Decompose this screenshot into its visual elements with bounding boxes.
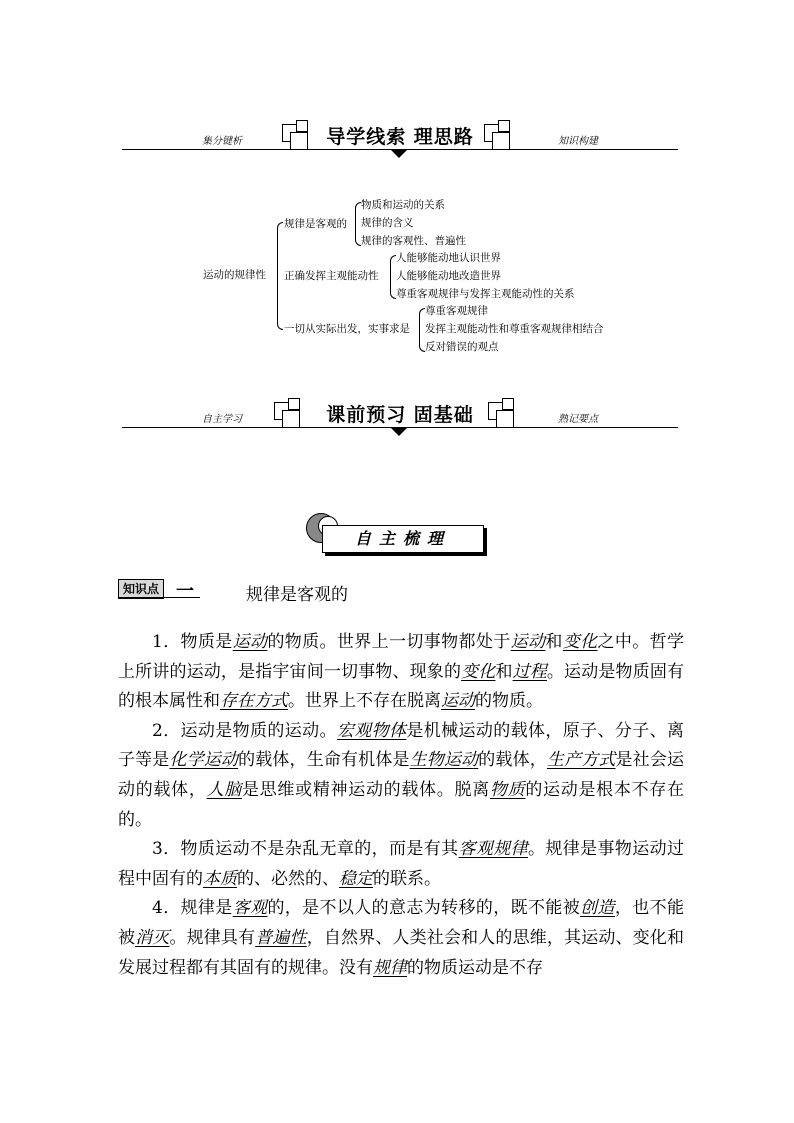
knowledge-point-number: 一 xyxy=(176,581,194,602)
square-deco-icon xyxy=(488,398,518,428)
section-title: 导学线索 理思路 xyxy=(326,126,474,148)
map-root: 运动的规律性 xyxy=(203,269,266,281)
map-item: 规律的客观性、普遍性 xyxy=(361,235,466,247)
map-branch: 一切从实际出发，实事求是 xyxy=(284,323,410,335)
section-label-left: 自主学习 xyxy=(202,414,242,425)
section-banner-guide xyxy=(122,120,678,160)
paragraph: 3．物质运动不是杂乱无章的，而是有其客观规律。规律是事物运动过程中固有的本质的、必然的、稳定的联系。 xyxy=(118,839,685,889)
section-banner-preview xyxy=(122,398,678,438)
body-text xyxy=(118,628,684,983)
map-item: 人能够能动地认识世界 xyxy=(396,252,501,264)
divider xyxy=(118,597,200,598)
down-triangle-icon xyxy=(390,427,408,436)
paragraph: 2．运动是物质的运动。宏观物体是机械运动的载体，原子、分子、离子等是化学运动的载体，生命有机体是生物运动的载体，生产方式是社会运动的载体，人脑是思维或精神运动的载体。脱离物质的运动是根本不存在的。 xyxy=(118,720,685,830)
paragraph: 1．物质是运动的物质。世界上一切事物都处于运动和变化之中。哲学上所讲的运动，是指宇宙间一切事物、现象的变化和过程。运动是物质固有的根本属性和存在方式。世界上不存在脱离运动的物质。 xyxy=(118,632,685,712)
map-item: 人能够能动地改造世界 xyxy=(396,270,501,282)
map-item: 尊重客观规律与发挥主观能动性的关系 xyxy=(396,288,575,300)
section-label-right: 熟记要点 xyxy=(558,414,598,425)
section-title: 课前预习 固基础 xyxy=(326,404,474,426)
self-study-badge: 自主梳理 xyxy=(322,525,484,553)
square-deco-icon xyxy=(484,120,514,150)
paragraph: 4．规律是客观的，是不以人的意志为转移的，既不能被创造，也不能被消灭。规律具有普遍性，自然界、人类社会和人的思维，其运动、变化和发展过程都有其固有的规律。没有规律的物质运动是不存 xyxy=(118,898,685,978)
map-branch: 正确发挥主观能动性 xyxy=(284,270,379,282)
map-branch: 规律是客观的 xyxy=(284,218,347,230)
map-item: 尊重客观规律 xyxy=(425,305,488,317)
map-item: 物质和运动的关系 xyxy=(361,199,445,211)
section-label-left: 集分键析 xyxy=(202,136,242,147)
map-item: 规律的含义 xyxy=(361,217,414,229)
down-triangle-icon xyxy=(390,149,408,158)
map-item: 发挥主观能动性和尊重客观规律相结合 xyxy=(425,323,604,335)
knowledge-point-title: 规律是客观的 xyxy=(246,585,348,605)
map-item: 反对错误的观点 xyxy=(425,341,499,353)
section-label-right: 知识构建 xyxy=(558,136,598,147)
knowledge-point-tag: 知识点 xyxy=(118,579,164,599)
brace-icon xyxy=(277,222,283,330)
